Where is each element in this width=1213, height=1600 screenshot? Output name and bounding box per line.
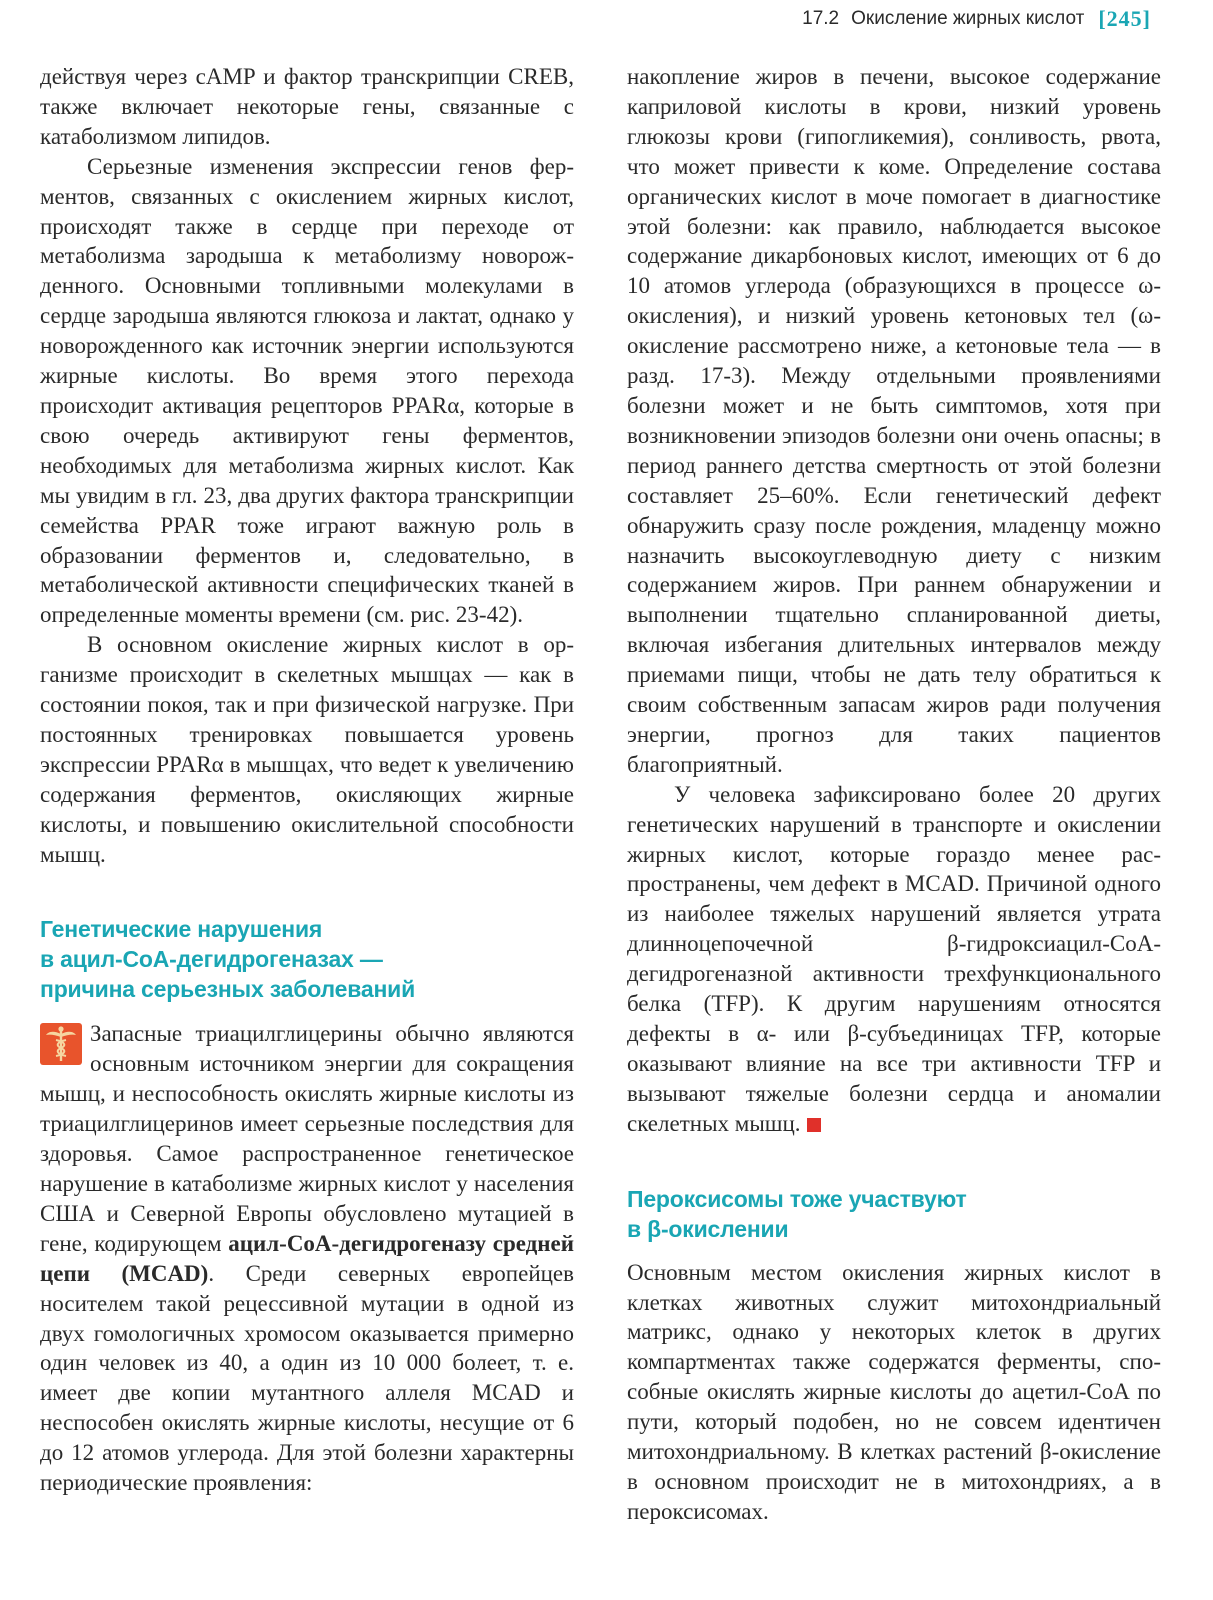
heading-line: причина серьезных заболеваний: [40, 976, 416, 1003]
heading-line: в β-окислении: [627, 1215, 789, 1242]
paragraph-text: . Среди северных европейцев носителем такой рецессивной мутации в одной из двух гомологичных хромосом оказывается примерно один человек из 40, а один из 10 000 болеет, т. е. имеет две копии мутантного аллеля MCAD и неспособен окислять жирные кислоты, несущие от 6 до 12 атомов углерода. Для этой болезни характерны периодические проявления:: [40, 1260, 574, 1496]
section-heading: [627, 1184, 1161, 1244]
end-square-icon: [807, 1118, 821, 1132]
paragraph: действуя через cAMP и фактор транскрипции CREB, также включает некоторые гены, связанные с катаболизмом липидов.: [40, 64, 574, 149]
section-number: 17.2: [802, 8, 840, 29]
paragraph-text: Запасные триацилглицерины обычно являются основным источником энергии для сокращения мышц, и неспособность окислять жирные кислоты из триацилглицеринов имеет серьезные последствия для здоровья. Самое распространенное генетическое нарушение в катаболизме жирных кислот у населения США и Северной Европы обусловлено мутацией в гене, кодирующем: [40, 1021, 574, 1256]
page-number: [245]: [1098, 6, 1151, 31]
paragraph: накопление жиров в печени, высокое содержание каприловой кислоты в крови, низкий уровень глюкозы крови (гипогликемия), сонливость, рвота, что может привести к коме. Определение состава органических кислот в моче помогает в диагностике этой болезни: как правило, наблюдается высокое содержание дикарбоновых кислот, имеющих от 6 до 10 атомов углерода (образующихся в процессе ω-окисления), и низкий уровень кетоновых тел (ω-окисление рассмотрено ниже, а кетоновые тела — в разд. 17-3). Между отдельными проявлениями болезни может и не быть симптомов, хотя при возникновении эпизодов болезни они очень опасны; в период раннего детства смертность от этой болезни составляет 25–60%. Если генетический дефект обнаружить сразу после рождения, младенцу можно назначить высокоуглеводную диету с низким содержанием жиров. При раннем обнаружении и выполнении тщательно спланированной диеты, включая избегания длительных интервалов между приемами пищи, чтобы не дать телу обратиться к своим собственным запасам жиров ради получения энергии, прогноз для таких пациентов благоприятный.: [627, 64, 1161, 777]
paragraph: Основным местом окисления жирных кислот в клетках животных служит митохондриальный матрикс, однако у некоторых клеток в других компартментах также содержатся ферменты, способные окислять жирные кислоты до ацетил-CoA по пути, который подобен, но не совсем идентичен митохондриальному. В клетках растений β-окисление в основном происходит не в митохондриях, а в пероксисомах.: [627, 1259, 1161, 1524]
heading-line: Пероксисомы тоже участвуют: [627, 1185, 967, 1212]
heading-line: в ацил-CoA-дегидрогеназах —: [40, 946, 383, 973]
paragraph: Серьезные изменения экспрессии генов ферментов, связанных с окислением жирных кислот, происходят также в сердце при переходе от метаболизма зародыша к метаболизму новорожденного. Основными топливными молекулами в сердце зародыша являются глюкоза и лактат, однако у новорожденного как источник энергии используются жирные кислоты. Во время этого перехода происходит активация рецепторов PPARα, которые в свою очередь активируют гены ферментов, необходимых для метаболизма жирных кислот. Как мы увидим в гл. 23, два других фактора транскрипции семейства PPAR тоже играют важную роль в образовании ферментов и, следовательно, в метаболической активности специфических тканей в определенные моменты времени (см. рис. 23-42).: [40, 153, 574, 628]
bold-term: ацил-CoA-дегидрогеназу средней цепи (MCAD): [40, 1230, 574, 1286]
heading-line: Генетические нарушения: [40, 916, 323, 943]
caduceus-icon: [40, 1023, 82, 1065]
running-header: [802, 6, 1151, 32]
paragraph: [627, 780, 1161, 1139]
section-heading: [40, 914, 574, 1004]
running-title: Окисление жирных кислот: [851, 8, 1085, 29]
clinical-box-paragraph: [40, 1019, 574, 1498]
paragraph: В основном окисление жирных кислот в организме происходит в скелетных мышцах — как в состоянии покоя, так и при физической нагрузке. При постоянных тренировках повышается уровень экспрессии PPARα в мышцах, что ведет к увеличению содержания ферментов, окисляющих жирные кислоты, и повышению окислительной способности мышц.: [40, 632, 574, 867]
paragraph-text: У человека зафиксировано более 20 других генетических нарушений в транспорте и окислении жирных кислот, которые гораздо менее распространены, чем дефект в MCAD. Причиной одного из наиболее тяжелых нарушений является утрата длинноцепочечной β-гидроксиацил-CoA-дегидрогеназной активности трехфункционального белка (TFP). К другим нарушениям относятся дефекты в α- или β-субъединицах TFP, которые оказывают влияние на все три активности TFP и вызывают тяжелые болезни сердца и аномалии скелетных мышц.: [627, 781, 1161, 1136]
left-column: [40, 62, 574, 1498]
right-column: [627, 62, 1161, 1527]
